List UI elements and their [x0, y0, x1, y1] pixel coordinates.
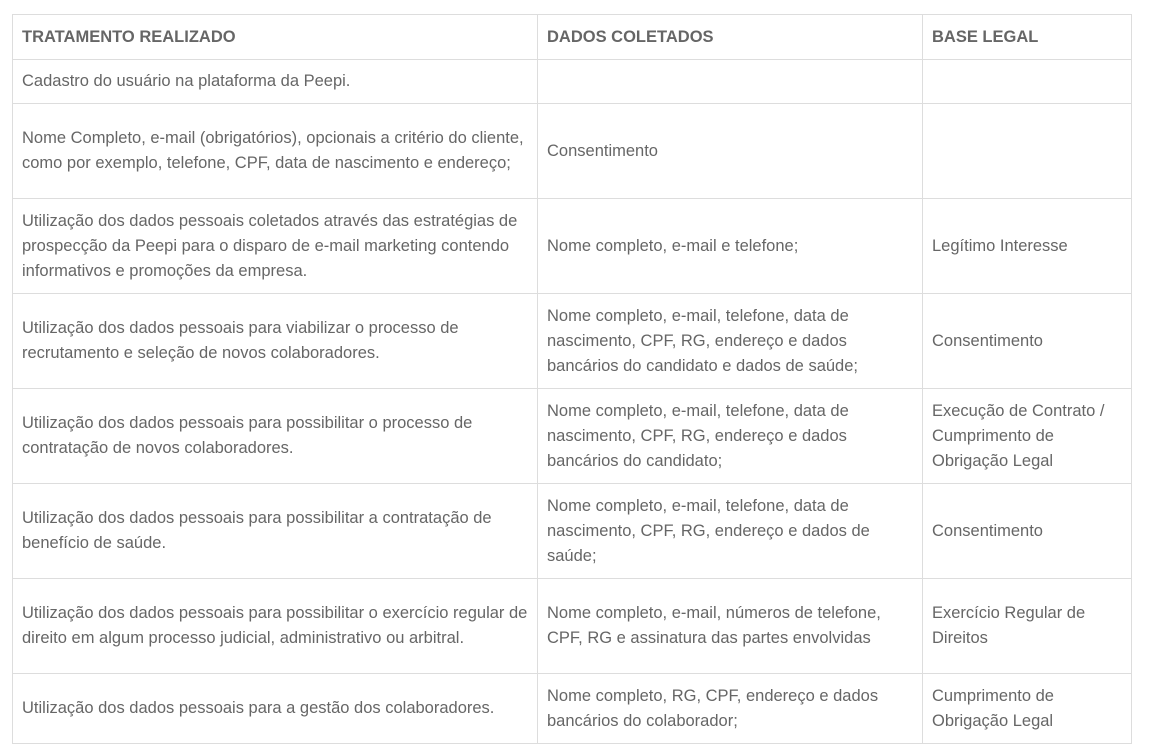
cell-base-legal: Cumprimento de Obrigação Legal — [923, 674, 1132, 744]
cell-base-legal: Consentimento — [923, 484, 1132, 579]
cell-dados: Nome completo, e-mail, telefone, data de nascimento, CPF, RG, endereço e dados bancários do candidato e dados de saúde; — [538, 294, 923, 389]
cell-dados: Consentimento — [538, 104, 923, 199]
header-dados-coletados: DADOS COLETADOS — [538, 15, 923, 60]
table-row — [13, 484, 1132, 579]
header-tratamento-realizado: TRATAMENTO REALIZADO — [13, 15, 538, 60]
table-row — [13, 60, 1132, 104]
cell-dados: Nome completo, e-mail, telefone, data de nascimento, CPF, RG, endereço e dados de saúde; — [538, 484, 923, 579]
cell-dados: Nome completo, e-mail e telefone; — [538, 199, 923, 294]
cell-dados: Nome completo, e-mail, números de telefone, CPF, RG e assinatura das partes envolvidas — [538, 579, 923, 674]
table-row — [13, 389, 1132, 484]
table-row — [13, 104, 1132, 199]
cell-tratamento: Utilização dos dados pessoais para viabilizar o processo de recrutamento e seleção de novos colaboradores. — [13, 294, 538, 389]
cell-tratamento: Utilização dos dados pessoais para possibilitar o processo de contratação de novos colaboradores. — [13, 389, 538, 484]
data-treatment-table — [12, 14, 1132, 744]
cell-base-legal: Exercício Regular de Direitos — [923, 579, 1132, 674]
cell-dados: Nome completo, e-mail, telefone, data de nascimento, CPF, RG, endereço e dados bancários do candidato; — [538, 389, 923, 484]
table-row — [13, 199, 1132, 294]
cell-dados — [538, 60, 923, 104]
cell-tratamento: Utilização dos dados pessoais para possibilitar a contratação de benefício de saúde. — [13, 484, 538, 579]
cell-base-legal — [923, 60, 1132, 104]
data-treatment-table-container — [12, 14, 1132, 744]
cell-base-legal: Legítimo Interesse — [923, 199, 1132, 294]
cell-base-legal — [923, 104, 1132, 199]
cell-base-legal: Execução de Contrato / Cumprimento de Obrigação Legal — [923, 389, 1132, 484]
table-row — [13, 674, 1132, 744]
cell-tratamento: Utilização dos dados pessoais coletados através das estratégias de prospecção da Peepi para o disparo de e-mail marketing contendo informativos e promoções da empresa. — [13, 199, 538, 294]
header-base-legal: BASE LEGAL — [923, 15, 1132, 60]
table-header-row — [13, 15, 1132, 60]
table-row — [13, 579, 1132, 674]
cell-tratamento: Utilização dos dados pessoais para possibilitar o exercício regular de direito em algum processo judicial, administrativo ou arbitral. — [13, 579, 538, 674]
table-row — [13, 294, 1132, 389]
cell-tratamento: Nome Completo, e-mail (obrigatórios), opcionais a critério do cliente, como por exemplo, telefone, CPF, data de nascimento e endereço; — [13, 104, 538, 199]
cell-tratamento: Utilização dos dados pessoais para a gestão dos colaboradores. — [13, 674, 538, 744]
cell-base-legal: Consentimento — [923, 294, 1132, 389]
cell-tratamento: Cadastro do usuário na plataforma da Peepi. — [13, 60, 538, 104]
cell-dados: Nome completo, RG, CPF, endereço e dados bancários do colaborador; — [538, 674, 923, 744]
